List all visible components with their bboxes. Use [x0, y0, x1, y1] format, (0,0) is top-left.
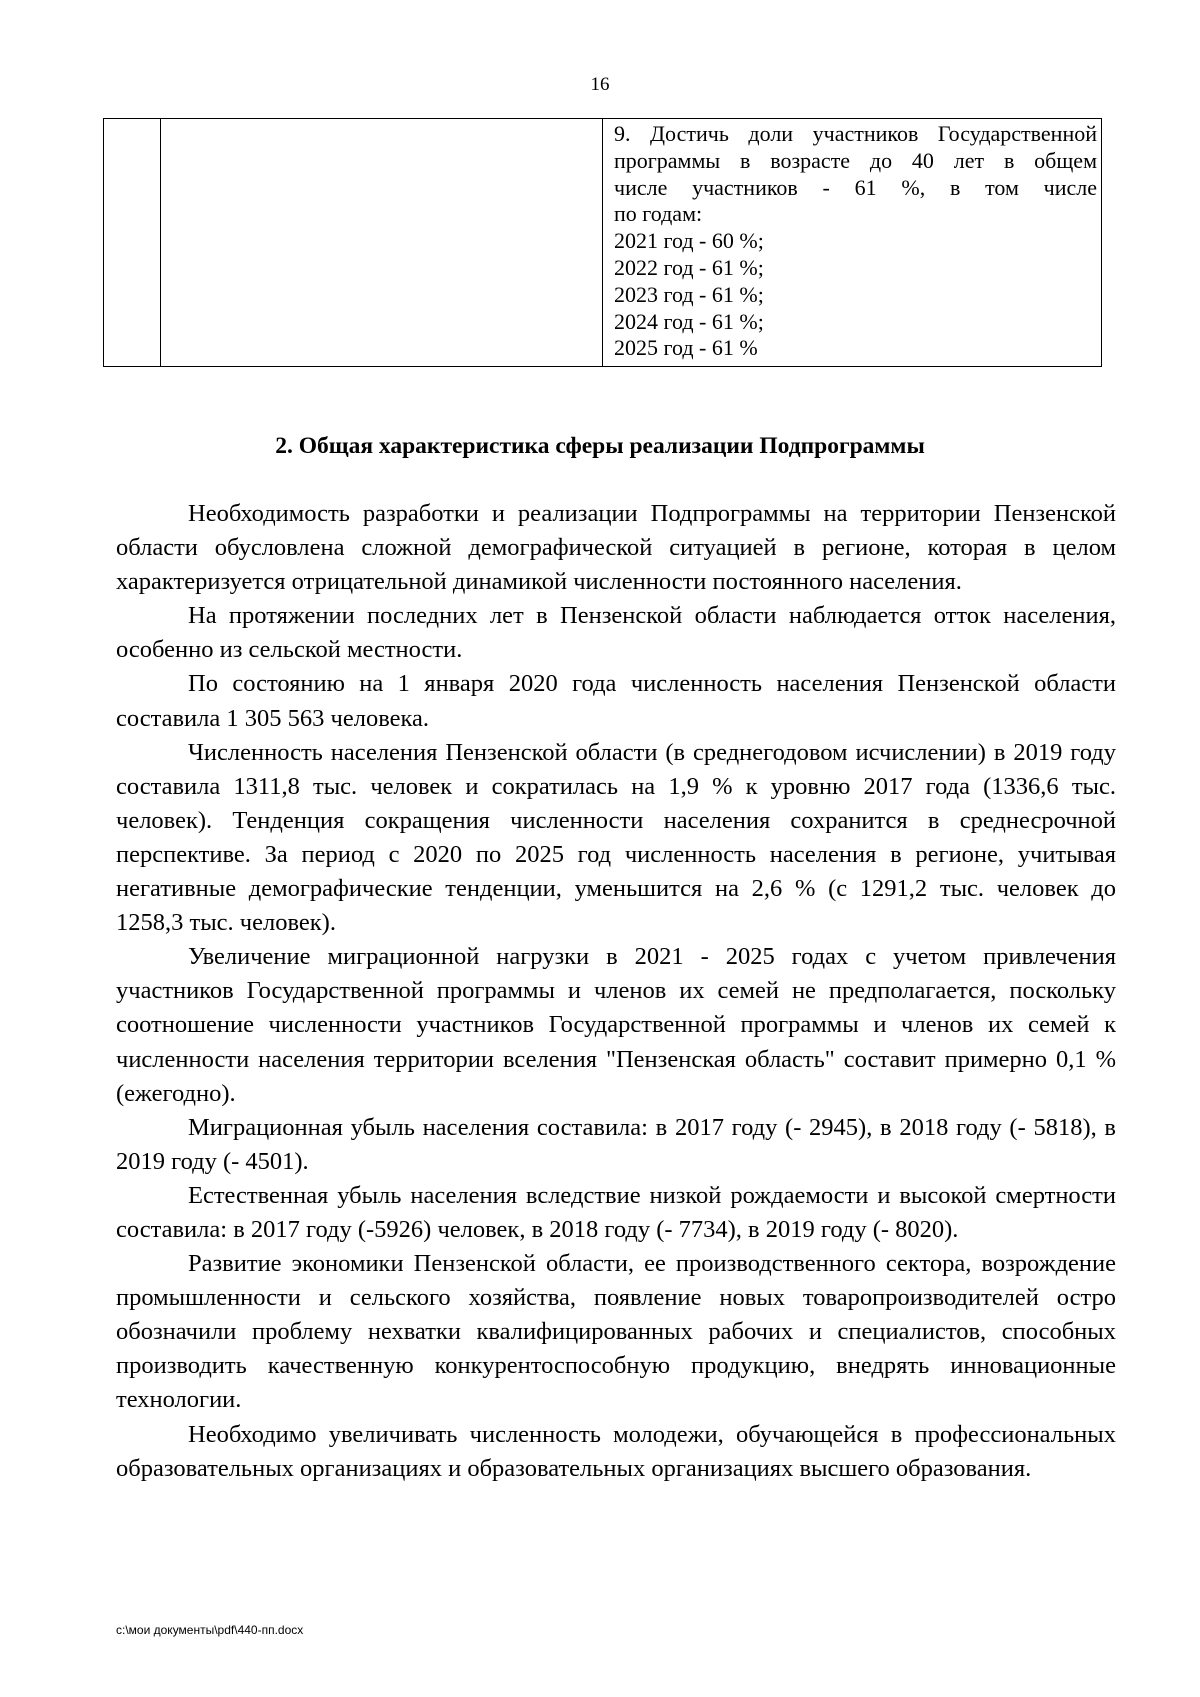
section-body [116, 497, 1116, 1486]
paragraph: Развитие экономики Пензенской области, ее производственного сектора, возрождение промышленности и сельского хозяйства, появление новых товаропроизводителей остро обозначили проблему нехватки квалифицированных рабочих и специалистов, способных производить качественную конкурентоспособную продукцию, внедрять инновационные технологии. [116, 1250, 1116, 1414]
paragraph: Естественная убыль населения вследствие низкой рождаемости и высокой смертности составила: в 2017 году (-5926) человек, в 2018 году (- 7734), в 2019 году (- 8020). [116, 1181, 1116, 1243]
paragraph: Необходимость разработки и реализации Подпрограммы на территории Пензенской области обусловлена сложной демографической ситуацией в регионе, которая в целом характеризуется отрицательной динамикой численности постоянного населения. [116, 500, 1116, 596]
table-column-divider [602, 119, 603, 366]
goal-line: программы в возрасте до 40 лет в общем [614, 147, 1097, 173]
year-target: 2024 год - 61 %; [614, 308, 764, 334]
paragraph: Увеличение миграционной нагрузки в 2021 - 2025 годах с учетом привлечения участников Государственной программы и членов их семей не предполагается, поскольку соотношение численности участников Государственной программы и членов их семей к численности населения территории вселения "Пензенская область" составит примерно 0,1 % (ежегодно). [116, 943, 1116, 1107]
section-heading: 2. Общая характеристика сферы реализации Подпрограммы [275, 433, 925, 459]
goal-line: по годам: [614, 201, 703, 227]
year-target: 2023 год - 61 %; [614, 281, 764, 307]
table-column-divider [160, 119, 161, 366]
paragraph: По состоянию на 1 января 2020 года численность населения Пензенской области составила 1 305 563 человека. [116, 670, 1116, 732]
year-target: 2022 год - 61 %; [614, 254, 764, 280]
paragraph: На протяжении последних лет в Пензенской области наблюдается отток населения, особенно из сельской местности. [116, 602, 1116, 664]
page-number: 16 [590, 74, 610, 95]
year-target: 2025 год - 61 % [614, 335, 758, 361]
goal-line: числе участников - 61 %, в том числе [614, 174, 1097, 200]
footer-file-path: c:\мои документы\pdf\440-пп.docx [116, 1623, 304, 1637]
paragraph: Численность населения Пензенской области (в среднегодовом исчислении) в 2019 году составила 1311,8 тыс. человек и сократилась на 1,9 % к уровню 2017 года (1336,6 тыс. человек). Тенденция сокращения численности населения сохранится в среднесрочной перспективе. За период с 2020 по 2025 год численность населения в регионе, учитывая негативные демографические тенденции, уменьшится на 2,6 % (с 1291,2 тыс. человек до 1258,3 тыс. человек). [116, 738, 1116, 937]
paragraph: Необходимо увеличивать численность молодежи, обучающейся в профессиональных образовательных организациях и образовательных организациях высшего образования. [116, 1420, 1116, 1482]
goals-table [103, 118, 1102, 367]
year-target: 2021 год - 60 %; [614, 228, 764, 254]
goal-cell [614, 121, 1097, 362]
paragraph: Миграционная убыль населения составила: в 2017 году (- 2945), в 2018 году (- 5818), в 2019 году (- 4501). [116, 1113, 1116, 1175]
goal-line: 9. Достичь доли участников Государственной [614, 121, 1097, 146]
